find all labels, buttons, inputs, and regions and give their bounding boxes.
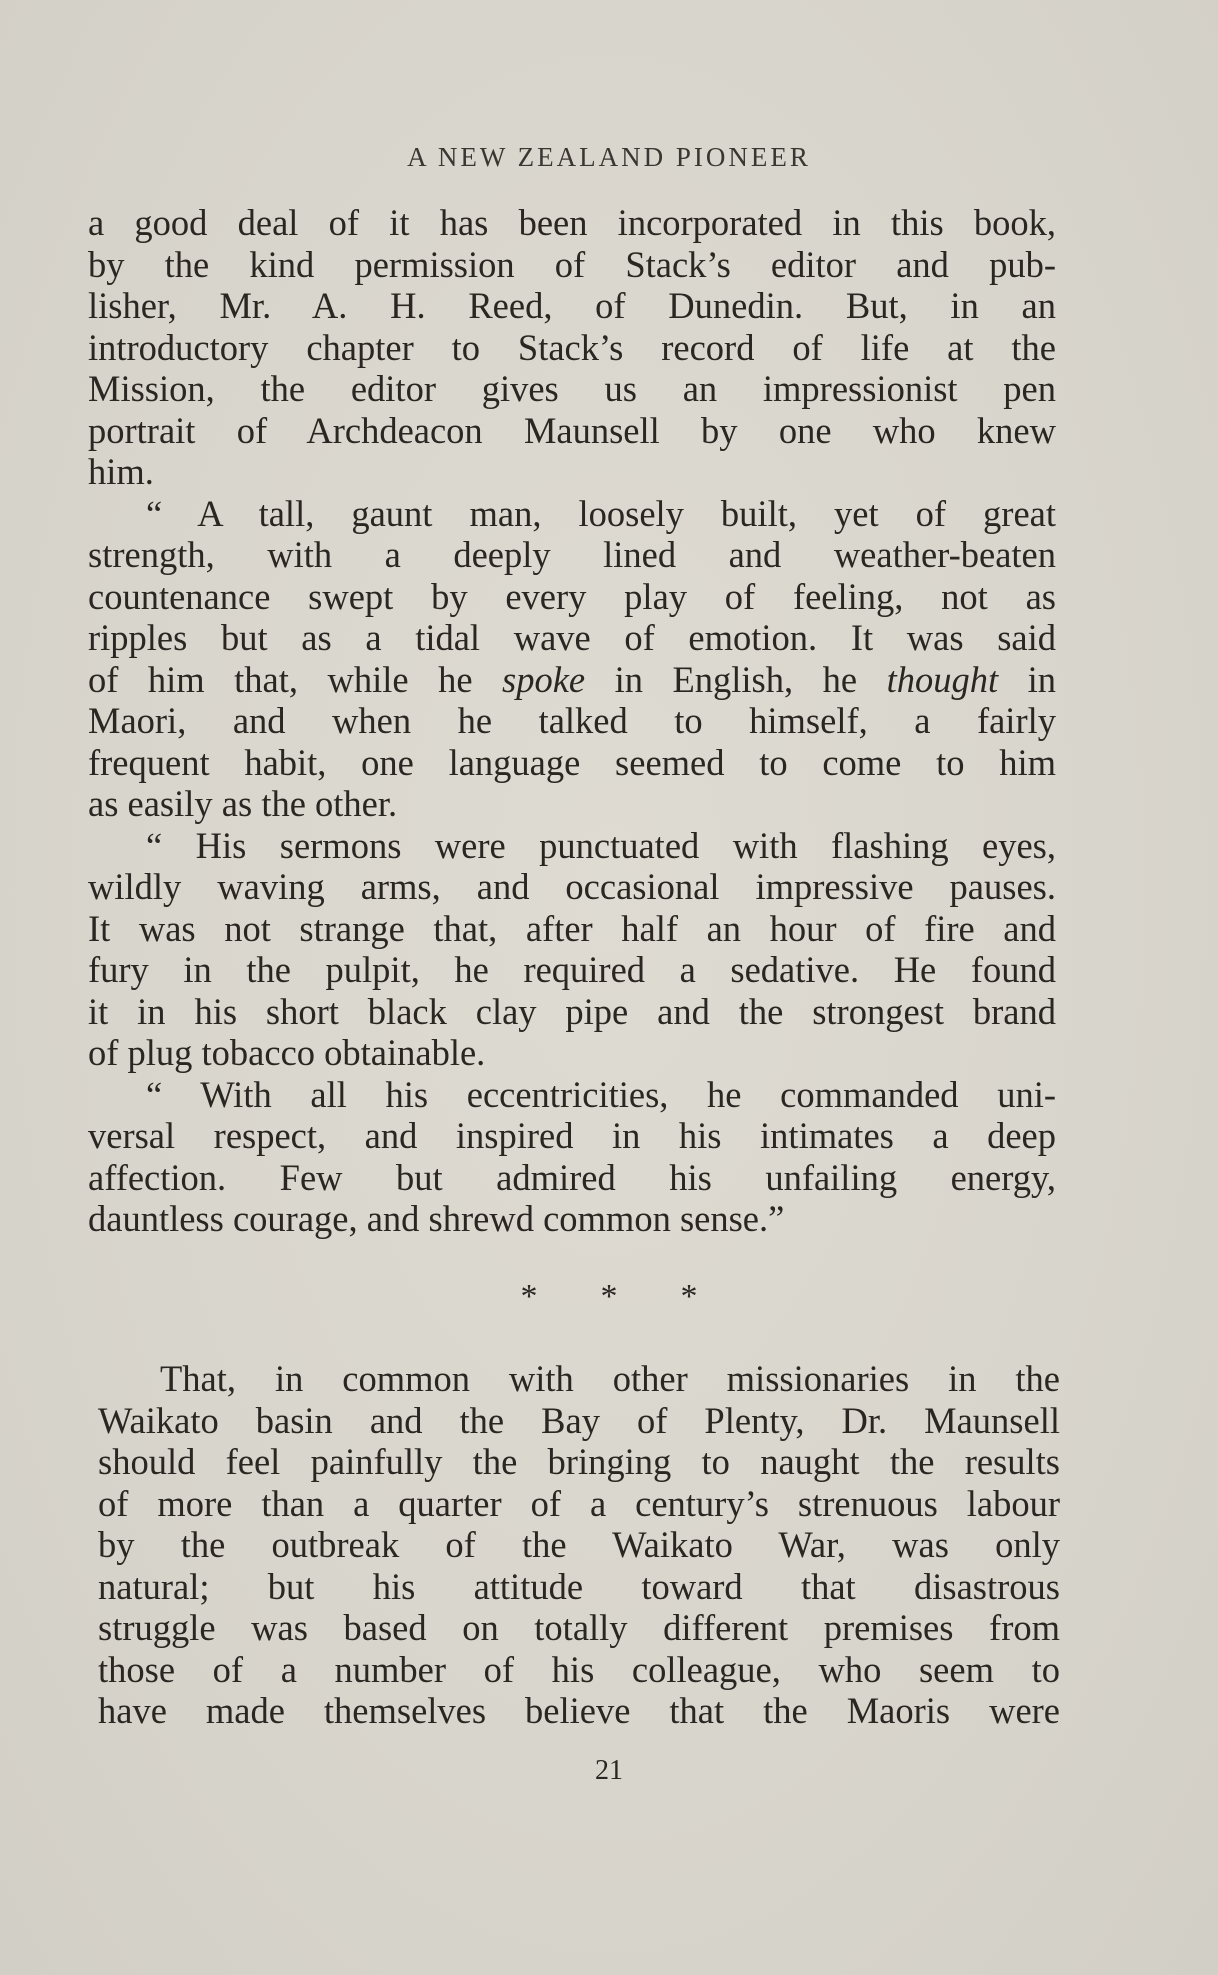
text-line: strength, with a deeply lined and weather-beaten <box>88 534 1056 575</box>
text-line: Waikato basin and the Bay of Plenty, Dr. Maunsell <box>98 1399 1060 1441</box>
text-line: by the kind permission of Stack’s editor and pub- <box>88 243 1056 285</box>
text-block-quote <box>88 202 1056 1240</box>
text-segment: of him that, while he <box>88 658 503 700</box>
text-line <box>88 659 1056 701</box>
text-block-continuation <box>98 1358 1060 1732</box>
text-line: frequent habit, one language seemed to come to him <box>88 741 1056 783</box>
text-line: him. <box>88 451 154 492</box>
text-line: by the outbreak of the Waikato War, was only <box>98 1524 1060 1565</box>
text-line: wildly waving arms, and occasional impressive pauses. <box>88 866 1056 907</box>
text-line: It was not strange that, after half an hour of fire and <box>88 907 1056 949</box>
section-break-asterism <box>0 1278 1218 1316</box>
text-line: versal respect, and inspired in his intimates a deep <box>88 1115 1056 1156</box>
text-line: affection. Few but admired his unfailing energy, <box>88 1156 1056 1198</box>
page-number: 21 <box>595 1755 623 1786</box>
text-line: of plug tobacco obtainable. <box>88 1032 486 1073</box>
text-line: Mission, the editor gives us an impressionist pen <box>88 368 1056 409</box>
text-segment: in English, he <box>585 658 887 700</box>
text-line: it in his short black clay pipe and the strongest brand <box>88 990 1056 1032</box>
text-line: struggle was based on totally different premises from <box>98 1607 1060 1648</box>
text-line: “ His sermons were punctuated with flashing eyes, <box>146 824 1056 866</box>
asterisk: * <box>600 1278 618 1315</box>
text-line: a good deal of it has been incorporated in this book, <box>88 202 1056 243</box>
text-line: “ With all his eccentricities, he commanded uni- <box>146 1073 1056 1115</box>
text-line: have made themselves believe that the Maoris were <box>98 1690 1060 1731</box>
text-line: dauntless courage, and shrewd common sense.” <box>88 1198 785 1239</box>
running-head: A NEW ZEALAND PIONEER <box>407 142 811 172</box>
italic-word: thought <box>886 658 999 700</box>
text-line: fury in the pulpit, he required a sedative. He found <box>88 949 1056 990</box>
text-line: ripples but as a tidal wave of emotion. It was said <box>88 617 1056 658</box>
text-line: lisher, Mr. A. H. Reed, of Dunedin. But, in an <box>88 285 1056 326</box>
asterisk: * <box>680 1278 698 1315</box>
asterisk: * <box>520 1278 538 1315</box>
text-line: should feel painfully the bringing to naught the results <box>98 1441 1060 1482</box>
text-line: natural; but his attitude toward that disastrous <box>98 1565 1060 1607</box>
text-line: portrait of Archdeacon Maunsell by one who knew <box>88 409 1056 451</box>
text-line: those of a number of his colleague, who seem to <box>98 1648 1060 1690</box>
text-segment: in <box>998 658 1056 700</box>
text-line: That, in common with other missionaries in the <box>160 1358 1060 1399</box>
text-line: Maori, and when he talked to himself, a fairly <box>88 700 1056 741</box>
text-line: as easily as the other. <box>88 783 398 824</box>
text-line: “ A tall, gaunt man, loosely built, yet of great <box>146 492 1056 534</box>
text-line: countenance swept by every play of feeling, not as <box>88 575 1056 617</box>
text-line: introductory chapter to Stack’s record of life at the <box>88 326 1056 368</box>
italic-word: spoke <box>502 658 586 700</box>
text-line: of more than a quarter of a century’s strenuous labour <box>98 1482 1060 1524</box>
